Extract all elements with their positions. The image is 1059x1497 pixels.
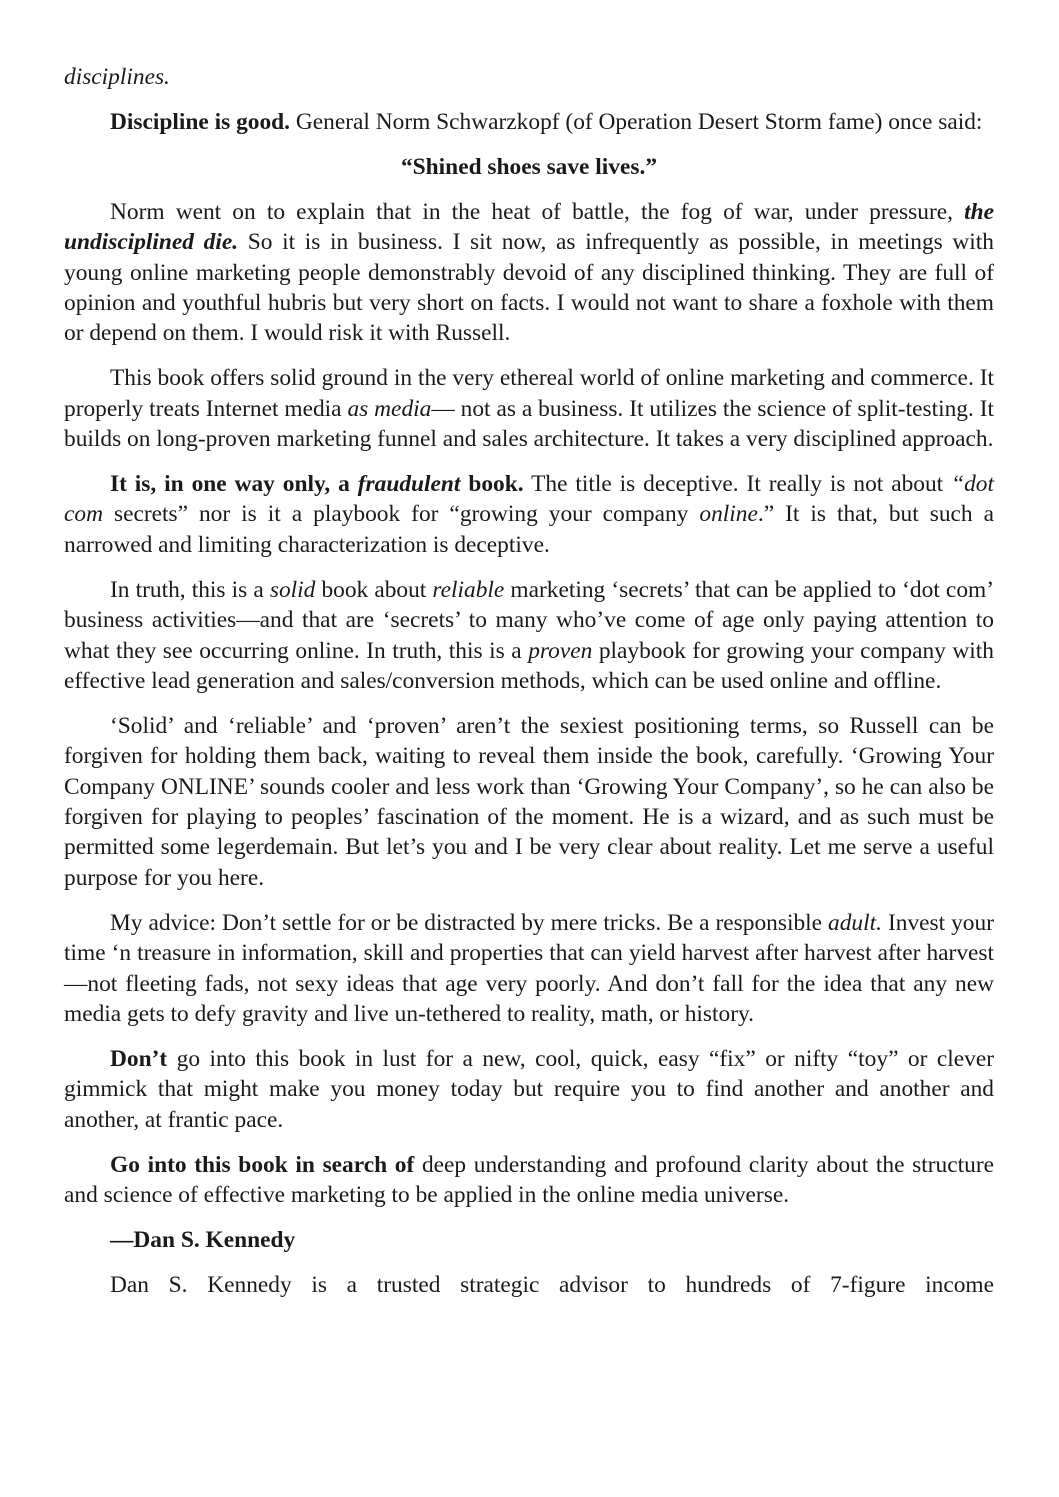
paragraph-solid-ground	[64, 363, 994, 454]
italic-text: solid	[269, 576, 316, 603]
bold-text: Don’t	[110, 1045, 168, 1072]
bold-text	[358, 471, 461, 497]
text-run: playbook for growing your company with effective lead generation and sales/conversion methods, which can be used online and offline.	[64, 637, 994, 694]
italic-text: disciplines.	[64, 64, 170, 90]
text-run: deep understanding and profound clarity about the structure and science of effective marketing to be applied in the online media universe.	[64, 1151, 994, 1208]
text-run: The title is deceptive. It really is not about	[523, 470, 952, 497]
text-run: “Shined shoes save lives.”	[400, 153, 658, 180]
paragraph-norm-explained	[64, 197, 994, 349]
text-run: go into this book in lust for a new, cool, quick, easy “fix” or nifty “toy” or clever gimmick that might make you money today but require you to find another and another and another, at frantic pace.	[64, 1045, 994, 1133]
text-run: secrets” nor is it a playbook for “growing your company	[102, 501, 700, 528]
text-run: General Norm Schwarzkopf (of Operation Desert Storm fame) once said:	[290, 108, 983, 135]
text-run: .” It is that, but such a narrowed and limiting characterization is deceptive.	[64, 501, 994, 558]
text-run: In truth, this is a	[110, 576, 270, 603]
italic-text: proven	[528, 637, 593, 664]
italic-text: reliable	[432, 576, 505, 603]
text-run: — not as a business. It utilizes the science of split-testing. It builds on long-proven marketing funnel and sales architecture. It takes a very disciplined approach.	[64, 395, 995, 453]
italic-text: “dot com	[64, 470, 994, 528]
text-run: —Dan S. Kennedy	[110, 1226, 296, 1253]
bold-text: It is, in one way only, a	[110, 470, 358, 497]
signature-dan-kennedy	[64, 1225, 994, 1255]
quote-shined-shoes	[64, 152, 994, 182]
book-page	[64, 62, 994, 1315]
paragraph-dont	[64, 1044, 994, 1135]
text-run: book about	[315, 576, 433, 603]
paragraph-fraudulent-book	[64, 469, 994, 560]
text-run: So it is in business. I sit now, as infrequently as possible, in meetings with young online marketing people demonstrably devoid of any disciplined thinking. They are full of opinion and youthful hubris but very short on facts. I would not want to share a foxhole with them or depend on them. I would risk it with Russell.	[64, 229, 994, 347]
italic-text: adult.	[828, 909, 882, 936]
text-run: Dan S. Kennedy is a trusted strategic advisor to hundreds of 7-figure income	[110, 1271, 994, 1298]
paragraph-bio	[64, 1270, 994, 1300]
bold-text: book.	[460, 470, 524, 497]
italic-text: as media	[347, 395, 432, 422]
text-run: Norm went on to explain that in the heat of battle, the fog of war, under pressure,	[110, 198, 965, 225]
paragraph-discipline-good	[64, 107, 994, 137]
paragraph-go-into	[64, 1150, 994, 1211]
paragraph-in-truth	[64, 575, 994, 697]
bold-text: Discipline is good.	[110, 108, 291, 135]
bold-italic-text: the undisciplined die.	[64, 198, 994, 256]
paragraph-solid-reliable-proven	[64, 711, 994, 893]
text-run: This book offers solid ground in the very ethereal world of online marketing and commerce. It properly treats Internet media	[64, 365, 994, 422]
text-run: My advice: Don’t settle for or be distracted by mere tricks. Be a responsible	[110, 909, 829, 936]
paragraph-my-advice	[64, 908, 994, 1030]
italic-text: online	[699, 501, 758, 528]
text-run: marketing ‘secrets’ that can be applied to ‘dot com’ business activities—and that are ‘secrets’ to many who’ve come of age only paying attention to what they see occurring online. In truth, this is a	[64, 576, 994, 664]
text-run: Invest your time ‘n treasure in information, skill and properties that can yield harvest after harvest after harvest—not fleeting fads, not sexy ideas that age very poorly. And don’t fall for the idea that any new media gets to defy gravity and live un-tethered to reality, math, or history.	[64, 909, 994, 1027]
paragraph-disciplines	[64, 62, 994, 92]
text-run: ‘Solid’ and ‘reliable’ and ‘proven’ aren’t the sexiest positioning terms, so Russell can be forgiven for holding them back, waiting to reveal them inside the book, carefully. ‘Growing Your Company ONLINE’ sounds cooler and less work than ‘Growing Your Company’, so he can also be forgiven for playing to peoples’ fascination of the moment. He is a wizard, and as such must be permitted some legerdemain. But let’s you and I be very clear about reality. Let me serve a useful purpose for you here.	[64, 712, 994, 891]
bold-italic-text: fraudulent	[357, 470, 461, 497]
bold-text: Go into this book in search of	[110, 1151, 415, 1178]
